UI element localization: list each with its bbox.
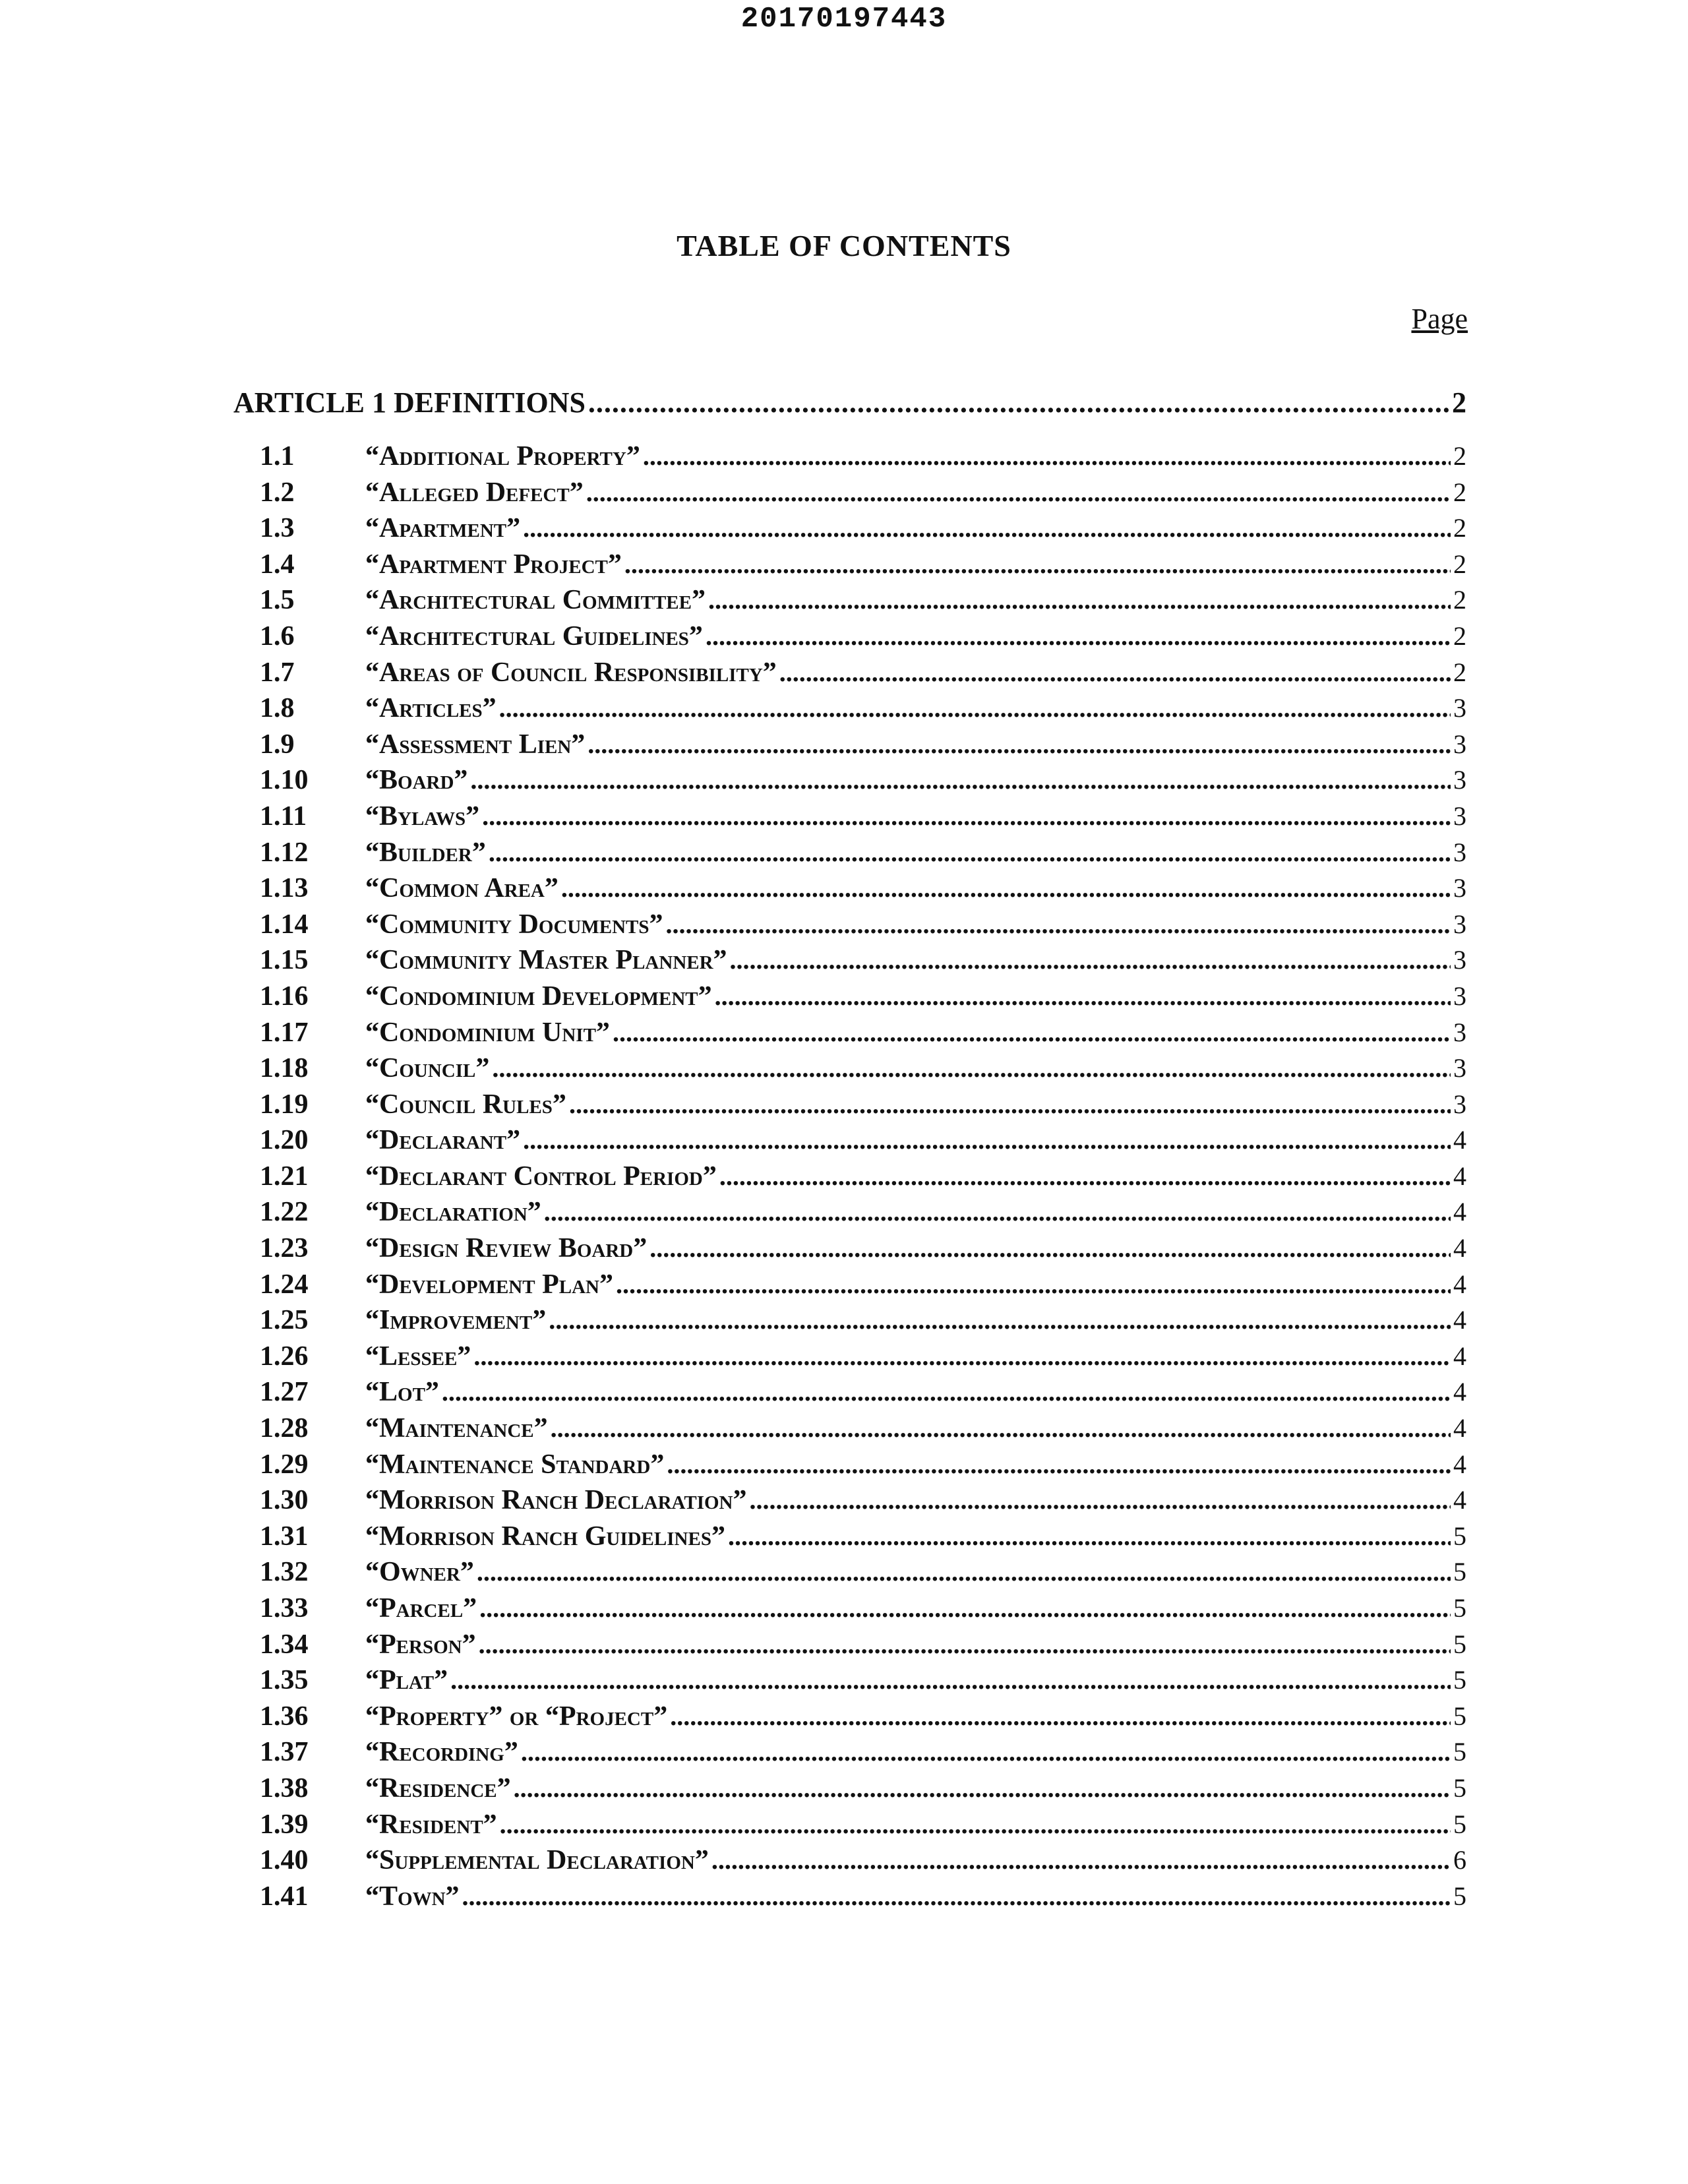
toc-entry[interactable] (260, 1052, 1466, 1089)
toc-entry-title: “Builder” (365, 837, 486, 868)
toc-entry-page-number: 3 (1453, 729, 1466, 759)
dot-leader (561, 872, 1451, 903)
dot-leader (499, 692, 1451, 723)
toc-entry[interactable] (260, 512, 1466, 549)
toc-article-heading[interactable] (233, 386, 1466, 419)
toc-entry[interactable] (260, 1161, 1466, 1197)
dot-leader (749, 1484, 1451, 1515)
dot-leader (708, 584, 1451, 615)
toc-entry-title: “Town” (365, 1881, 460, 1912)
toc-entry-page-number: 4 (1453, 1125, 1466, 1155)
toc-entry-page-number: 3 (1453, 1089, 1466, 1119)
toc-entry-title: “Architectural Committee” (365, 585, 706, 616)
dot-leader (616, 1269, 1451, 1300)
dot-leader (649, 1232, 1451, 1263)
toc-entry[interactable] (260, 657, 1466, 693)
toc-entry-number: 1.39 (260, 1809, 309, 1840)
toc-entry-page-number: 2 (1453, 657, 1466, 687)
dot-leader (477, 1556, 1451, 1587)
toc-entry-title: “Maintenance Standard” (365, 1449, 665, 1480)
toc-entry[interactable] (260, 1701, 1466, 1737)
toc-entry[interactable] (260, 1124, 1466, 1161)
toc-entry-number: 1.41 (260, 1881, 309, 1912)
toc-entry-number: 1.23 (260, 1233, 309, 1264)
toc-entry-page-number: 5 (1453, 1593, 1466, 1623)
toc-entry-title: “Condominium Unit” (365, 1017, 610, 1048)
dot-leader (643, 440, 1451, 471)
toc-entry-number: 1.17 (260, 1017, 309, 1048)
toc-entry-title: “Additional Property” (365, 441, 640, 471)
toc-entry-title: “Community Master Planner” (365, 945, 727, 976)
toc-entry-number: 1.12 (260, 837, 309, 868)
toc-entry-title: “Property” or “Project” (365, 1701, 668, 1732)
toc-entry-number: 1.29 (260, 1449, 309, 1480)
toc-entry-page-number: 2 (1453, 585, 1466, 615)
dot-leader (719, 1161, 1451, 1192)
toc-entry[interactable] (260, 1232, 1466, 1269)
toc-entry-title: “Council Rules” (365, 1089, 566, 1120)
dot-leader (521, 1736, 1451, 1767)
toc-entry-number: 1.26 (260, 1341, 309, 1372)
toc-entry-page-number: 5 (1453, 1557, 1466, 1587)
toc-entry-title: “Condominium Development” (365, 981, 712, 1012)
dot-leader (670, 1701, 1451, 1732)
toc-entry-number: 1.25 (260, 1305, 309, 1336)
toc-entry[interactable] (260, 909, 1466, 945)
toc-entry-title: “Apartment Project” (365, 549, 622, 580)
toc-entry-page-number: 5 (1453, 1629, 1466, 1659)
toc-entry-title: “Apartment” (365, 513, 521, 544)
toc-entry-page-number: 5 (1453, 1737, 1466, 1767)
toc-entry-number: 1.10 (260, 765, 309, 796)
toc-entry[interactable] (260, 801, 1466, 837)
article-page-number: 2 (1452, 386, 1466, 419)
toc-entry-number: 1.7 (260, 657, 295, 688)
toc-entry-number: 1.37 (260, 1737, 309, 1768)
toc-entry-page-number: 3 (1453, 1053, 1466, 1083)
toc-entry-title: “Supplemental Declaration” (365, 1845, 709, 1876)
toc-entry[interactable] (260, 729, 1466, 765)
dot-leader (715, 981, 1451, 1012)
toc-entry-title: “Alleged Defect” (365, 477, 584, 508)
dot-leader (624, 549, 1451, 580)
dot-leader (779, 657, 1451, 688)
dot-leader (706, 621, 1451, 652)
toc-entry[interactable] (260, 1484, 1466, 1521)
toc-entry[interactable] (260, 1736, 1466, 1773)
dot-leader (500, 1809, 1451, 1840)
toc-entry-number: 1.31 (260, 1521, 309, 1552)
toc-entry-number: 1.9 (260, 729, 295, 760)
dot-leader (588, 386, 1449, 419)
dot-leader (613, 1017, 1451, 1048)
toc-entry-number: 1.38 (260, 1773, 309, 1804)
toc-entry[interactable] (260, 477, 1466, 513)
toc-entry[interactable] (260, 1844, 1466, 1881)
toc-entry-number: 1.14 (260, 909, 309, 940)
toc-entry-list (260, 440, 1466, 1916)
toc-entry-title: “Areas of Council Responsibility” (365, 657, 777, 688)
toc-entry-page-number: 4 (1453, 1341, 1466, 1371)
toc-entry-number: 1.8 (260, 693, 295, 724)
dot-leader (728, 1521, 1451, 1552)
dot-leader (462, 1881, 1451, 1912)
toc-entry-page-number: 4 (1453, 1305, 1466, 1335)
dot-leader (666, 909, 1451, 940)
toc-entry-number: 1.3 (260, 513, 295, 544)
toc-entry-title: “Council” (365, 1053, 490, 1084)
toc-entry-number: 1.28 (260, 1413, 309, 1444)
dot-leader (523, 1124, 1451, 1155)
toc-entry-title: “Design Review Board” (365, 1233, 648, 1264)
toc-entry-number: 1.33 (260, 1593, 309, 1623)
toc-entry-page-number: 4 (1453, 1377, 1466, 1407)
toc-entry[interactable] (260, 621, 1466, 657)
toc-entry-title: “Architectural Guidelines” (365, 621, 703, 652)
toc-entry-number: 1.35 (260, 1665, 309, 1696)
toc-entry-page-number: 3 (1453, 909, 1466, 939)
toc-entry-page-number: 3 (1453, 873, 1466, 903)
toc-entry-title: “Declarant Control Period” (365, 1161, 717, 1192)
dot-leader (473, 1341, 1451, 1372)
toc-entry-page-number: 5 (1453, 1773, 1466, 1803)
toc-entry-number: 1.24 (260, 1269, 309, 1300)
toc-entry[interactable] (260, 1412, 1466, 1449)
toc-entry[interactable] (260, 1089, 1466, 1125)
toc-entry[interactable] (260, 1592, 1466, 1629)
dot-leader (489, 837, 1451, 868)
toc-entry-number: 1.36 (260, 1701, 309, 1732)
toc-entry[interactable] (260, 837, 1466, 873)
toc-entry-title: “Assessment Lien” (365, 729, 586, 760)
toc-entry-title: “Bylaws” (365, 801, 480, 832)
toc-entry-title: “Articles” (365, 693, 497, 724)
toc-entry-number: 1.1 (260, 441, 295, 471)
toc-entry-title: “Owner” (365, 1557, 474, 1588)
toc-entry[interactable] (260, 944, 1466, 981)
dot-leader (479, 1629, 1451, 1660)
toc-entry-page-number: 5 (1453, 1881, 1466, 1911)
toc-entry-page-number: 3 (1453, 945, 1466, 975)
toc-entry-page-number: 4 (1453, 1485, 1466, 1515)
dot-leader (551, 1412, 1451, 1443)
toc-entry-page-number: 2 (1453, 513, 1466, 543)
toc-entry-page-number: 4 (1453, 1413, 1466, 1443)
toc-entry[interactable] (260, 1196, 1466, 1232)
toc-entry-page-number: 4 (1453, 1161, 1466, 1191)
toc-entry-page-number: 3 (1453, 837, 1466, 867)
dot-leader (482, 801, 1451, 832)
toc-entry-number: 1.34 (260, 1629, 309, 1660)
dot-leader (514, 1773, 1451, 1804)
toc-entry[interactable] (260, 1521, 1466, 1557)
toc-entry-page-number: 2 (1453, 549, 1466, 579)
toc-entry[interactable] (260, 1304, 1466, 1341)
toc-entry-page-number: 2 (1453, 441, 1466, 471)
toc-entry[interactable] (260, 872, 1466, 909)
toc-entry-page-number: 3 (1453, 1017, 1466, 1047)
toc-entry[interactable] (260, 1629, 1466, 1665)
dot-leader (586, 477, 1451, 508)
toc-entry-number: 1.19 (260, 1089, 309, 1120)
toc-entry[interactable] (260, 981, 1466, 1017)
toc-entry-page-number: 4 (1453, 1269, 1466, 1299)
dot-leader (569, 1089, 1451, 1120)
toc-entry[interactable] (260, 549, 1466, 585)
toc-entry[interactable] (260, 1556, 1466, 1592)
toc-entry-number: 1.20 (260, 1125, 309, 1156)
toc-entry-title: “Declarant” (365, 1125, 521, 1156)
toc-entry-number: 1.27 (260, 1377, 309, 1408)
toc-entry-number: 1.4 (260, 549, 295, 580)
toc-entry[interactable] (260, 440, 1466, 477)
toc-entry-title: “Common Area” (365, 873, 558, 904)
toc-entry-title: “Board” (365, 765, 468, 796)
toc-entry-page-number: 5 (1453, 1665, 1466, 1695)
toc-entry-title: “Morrison Ranch Guidelines” (365, 1521, 725, 1552)
toc-entry-page-number: 5 (1453, 1809, 1466, 1839)
toc-entry-page-number: 4 (1453, 1197, 1466, 1227)
toc-entry-page-number: 3 (1453, 981, 1466, 1011)
toc-entry[interactable] (260, 1017, 1466, 1053)
toc-entry-number: 1.11 (260, 801, 307, 832)
toc-entry-page-number: 3 (1453, 765, 1466, 795)
toc-entry-page-number: 5 (1453, 1701, 1466, 1731)
toc-entry[interactable] (260, 692, 1466, 729)
toc-entry[interactable] (260, 764, 1466, 801)
dot-leader (544, 1196, 1451, 1227)
toc-entry-title: “Recording” (365, 1737, 518, 1768)
dot-leader (549, 1304, 1451, 1335)
page-column-label: Page (1411, 303, 1468, 335)
toc-entry-title: “Improvement” (365, 1305, 547, 1336)
toc-entry-title: “Residence” (365, 1773, 511, 1804)
toc-entry-number: 1.18 (260, 1053, 309, 1084)
toc-entry-page-number: 6 (1453, 1845, 1466, 1875)
toc-entry[interactable] (260, 1809, 1466, 1845)
toc-entry-number: 1.15 (260, 945, 309, 976)
toc-entry-number: 1.16 (260, 981, 309, 1012)
toc-entry-page-number: 5 (1453, 1521, 1466, 1551)
toc-entry-number: 1.32 (260, 1557, 309, 1588)
toc-entry-page-number: 4 (1453, 1449, 1466, 1479)
page-title: TABLE OF CONTENTS (677, 229, 1011, 262)
toc-entry-title: “Lessee” (365, 1341, 471, 1372)
dot-leader (588, 729, 1451, 760)
toc-entry-page-number: 2 (1453, 477, 1466, 507)
dot-leader (523, 512, 1451, 543)
toc-entry[interactable] (260, 1881, 1466, 1917)
toc-entry-number: 1.6 (260, 621, 295, 652)
toc-entry-title: “Declaration” (365, 1197, 541, 1228)
dot-leader (450, 1664, 1451, 1695)
toc-entry[interactable] (260, 1664, 1466, 1701)
toc-entry-page-number: 2 (1453, 621, 1466, 651)
article-label: ARTICLE 1 DEFINITIONS (233, 386, 586, 419)
toc-entry-title: “Morrison Ranch Declaration” (365, 1485, 747, 1516)
toc-entry-title: “Community Documents” (365, 909, 663, 940)
toc-entry-title: “Parcel” (365, 1593, 477, 1623)
document-number: 20170197443 (740, 3, 948, 36)
toc-entry-title: “Plat” (365, 1665, 448, 1696)
dot-leader (470, 764, 1451, 795)
dot-leader (730, 944, 1451, 975)
toc-entry-number: 1.13 (260, 873, 309, 904)
toc-entry-title: “Lot” (365, 1377, 439, 1408)
toc-entry[interactable] (260, 1341, 1466, 1377)
toc-entry-title: “Maintenance” (365, 1413, 548, 1444)
toc-entry-number: 1.40 (260, 1845, 309, 1876)
toc-entry[interactable] (260, 1449, 1466, 1485)
toc-entry-page-number: 3 (1453, 693, 1466, 723)
toc-entry-page-number: 3 (1453, 801, 1466, 831)
toc-entry-number: 1.21 (260, 1161, 309, 1192)
toc-entry-page-number: 4 (1453, 1233, 1466, 1263)
dot-leader (479, 1592, 1451, 1623)
dot-leader (442, 1376, 1451, 1407)
toc-entry-number: 1.2 (260, 477, 295, 508)
toc-entry[interactable] (260, 1269, 1466, 1305)
dot-leader (492, 1052, 1451, 1083)
toc-entry-number: 1.5 (260, 585, 295, 616)
dot-leader (711, 1844, 1451, 1875)
dot-leader (667, 1449, 1451, 1480)
toc-entry[interactable] (260, 1376, 1466, 1412)
toc-entry[interactable] (260, 1773, 1466, 1809)
toc-entry[interactable] (260, 584, 1466, 621)
toc-entry-title: “Development Plan” (365, 1269, 613, 1300)
toc-entry-number: 1.30 (260, 1485, 309, 1516)
toc-entry-number: 1.22 (260, 1197, 309, 1228)
toc-entry-title: “Person” (365, 1629, 476, 1660)
toc-entry-title: “Resident” (365, 1809, 497, 1840)
